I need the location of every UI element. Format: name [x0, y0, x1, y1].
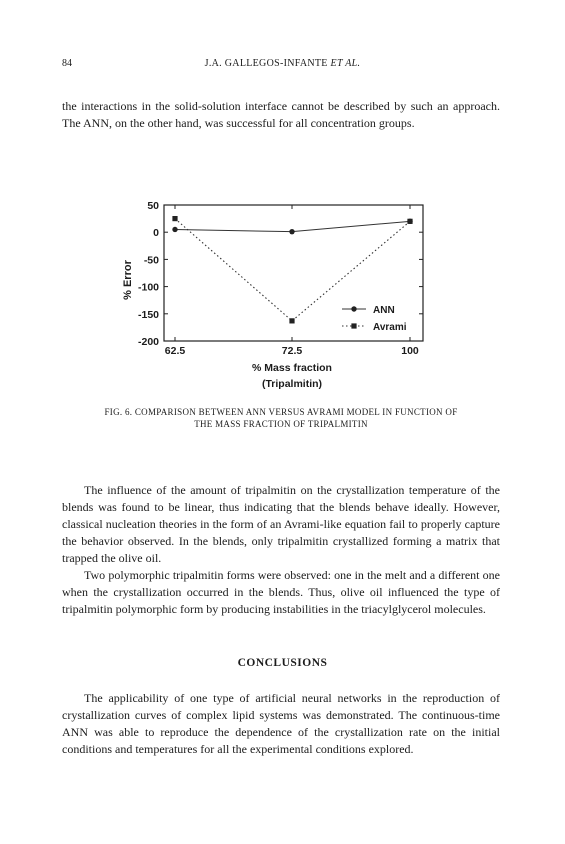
- x-axis-label-line2: (Tripalmitin): [261, 378, 323, 390]
- ann-legend-marker: [351, 306, 356, 311]
- y-tick-label: 0: [153, 227, 159, 240]
- y-tick-label: -150: [137, 308, 159, 321]
- ann-point: [289, 229, 294, 234]
- caption-line-2: THE MASS FRACTION OF TRIPALMITIN: [194, 419, 368, 429]
- y-tick-label: 50: [147, 200, 159, 212]
- y-tick-label: -200: [137, 336, 159, 348]
- intro-text: the interactions in the solid-solution interface cannot be described by such an approach. The ANN, on the other hand, was successful for all concentration groups.: [62, 99, 500, 130]
- avrami-legend-label: Avrami: [373, 322, 407, 333]
- body-text: [62, 482, 500, 618]
- ann-point: [172, 227, 177, 232]
- caption-line-1: FIG. 6. COMPARISON BETWEEN ANN VERSUS AVRAMI MODEL IN FUNCTION OF: [104, 407, 458, 417]
- running-head-etal: ET AL.: [330, 58, 361, 69]
- avrami-point: [407, 219, 412, 224]
- x-tick-label: 72.5: [281, 345, 303, 357]
- intro-paragraph: [62, 98, 500, 132]
- running-head-author: J.A. GALLEGOS-INFANTE: [204, 58, 328, 69]
- page-number: 84: [62, 58, 72, 69]
- avrami-point: [172, 216, 177, 221]
- y-tick-label: -100: [137, 281, 159, 294]
- paragraph-2: Two polymorphic tripalmitin forms were observed: one in the melt and a different one when the crystallization occurred in the blends. Thus, olive oil influenced the type of tripalmitin polymorphic form by producing instabilities in the triacylglycerol molecules.: [62, 568, 500, 616]
- chart-legend: [342, 305, 407, 333]
- x-axis-label-line1: % Mass fraction: [252, 362, 332, 374]
- avrami-legend-marker: [351, 323, 356, 328]
- avrami-point: [289, 318, 294, 323]
- ann-legend-label: ANN: [373, 305, 395, 316]
- figure-6-chart: [100, 193, 460, 398]
- running-header: [0, 58, 565, 69]
- conclusions-body: [62, 690, 500, 758]
- y-axis-label: % Error: [122, 260, 134, 300]
- y-tick-label: -50: [143, 254, 159, 267]
- paragraph-1: The influence of the amount of tripalmitin on the crystallization temperature of the blends was found to be linear, thus indicating that the blends behave ideally. However, classical nucleation theories in the form of an Avrami-like equation fail to properly capture the behavior observed. In the blends, only tripalmitin crystallized forming a matrix that trapped the olive oil.: [62, 483, 500, 565]
- x-axis-ticks: [165, 205, 419, 357]
- conclusions-paragraph: The applicability of one type of artificial neural networks in the reproduction of crystallization curves of complex lipid systems was demonstrated. The continuous-time ANN was able to reproduce the dependence of the crystallization rate on the initial conditions and temperatures for all the experimental conditions explored.: [62, 691, 500, 756]
- section-heading-conclusions: CONCLUSIONS: [237, 657, 328, 669]
- x-tick-label: 62.5: [164, 345, 186, 357]
- x-tick-label: 100: [401, 345, 419, 357]
- figure-caption: [62, 406, 500, 430]
